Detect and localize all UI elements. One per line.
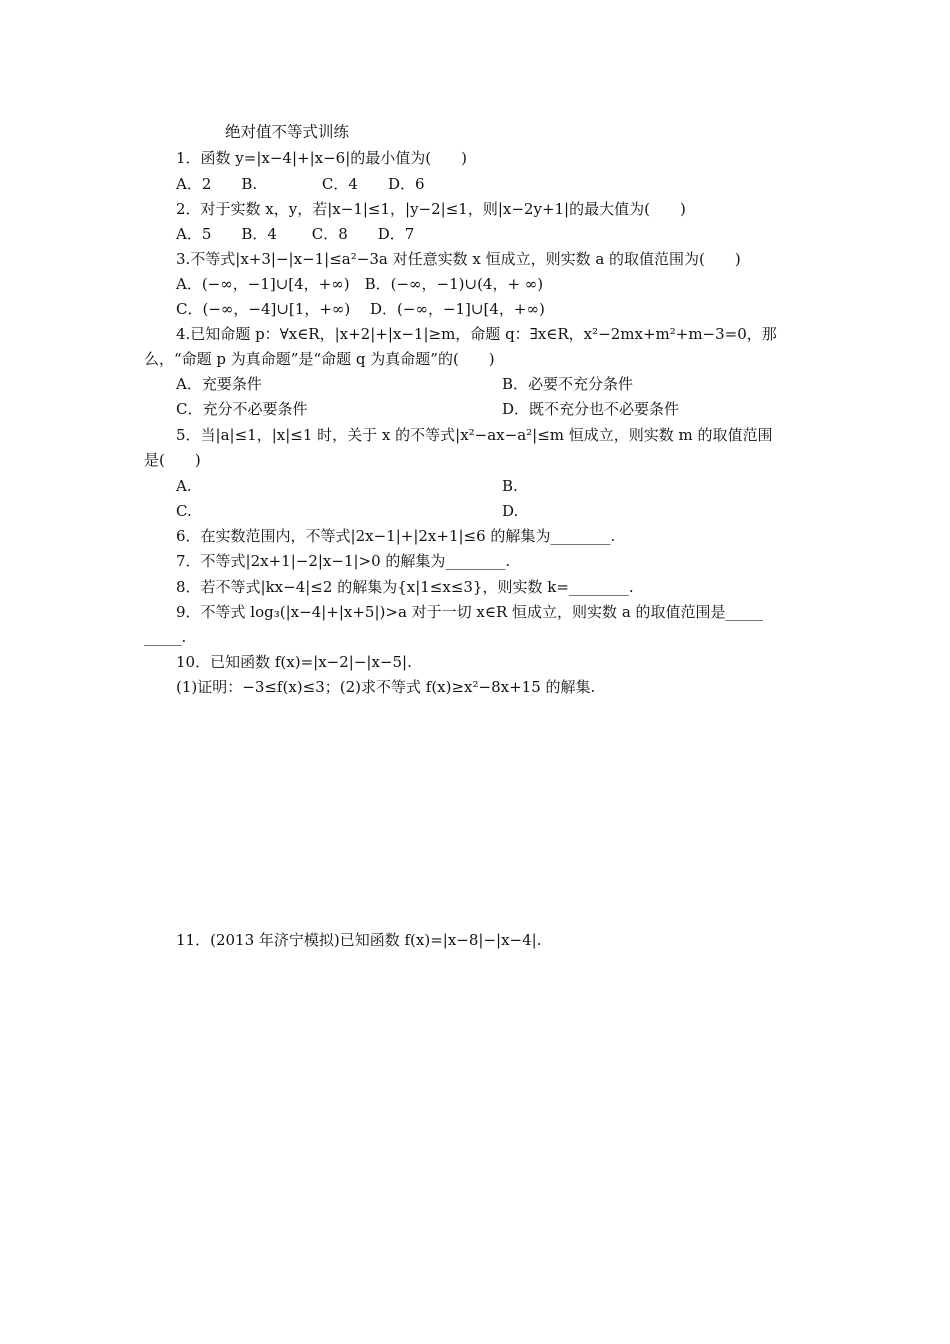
question-9-line-1: 9．不等式 log₃(|x−4|+|x+5|)>a 对于一切 x∈R 恒成立，则实数 a 的取值范围是_____ <box>176 603 764 621</box>
question-10: 10．已知函数 f(x)=|x−2|−|x−5|. <box>176 653 412 671</box>
question-3: 3.不等式|x+3|−|x−1|≤a²−3a 对任意实数 x 恒成立，则实数 a 的取值范围为( ) <box>176 250 741 268</box>
question-5-option-b: B. <box>502 477 518 495</box>
question-2: 2．对于实数 x，y，若|x−1|≤1，|y−2|≤1，则|x−2y+1|的最大值为( ) <box>176 200 686 218</box>
page-title: 绝对值不等式训练 <box>225 123 350 141</box>
question-4-line-1: 4.已知命题 p：∀x∈R，|x+2|+|x−1|≥m，命题 q：∃x∈R，x²−2mx+m²+m−3=0，那 <box>176 325 777 343</box>
question-3-options-ab: A．(−∞，−1]∪[4，+∞) B．(−∞，−1)∪(4，+ ∞) <box>176 275 544 293</box>
question-5-option-d: D. <box>502 502 519 520</box>
question-6: 6．在实数范围内，不等式|2x−1|+|2x+1|≤6 的解集为________. <box>176 527 616 545</box>
question-4-line-2: 么，“命题 p 为真命题”是“命题 q 为真命题”的( ) <box>144 350 495 368</box>
question-5-line-2: 是( ) <box>144 451 201 469</box>
question-2-options: A．5 B．4 C．8 D．7 <box>176 225 415 243</box>
question-5-option-c: C. <box>176 502 192 520</box>
question-11: 11．(2013 年济宁模拟)已知函数 f(x)=|x−8|−|x−4|. <box>176 931 542 949</box>
question-8: 8．若不等式|kx−4|≤2 的解集为{x|1≤x≤3}，则实数 k=________. <box>176 578 634 596</box>
question-4-option-a: A．充要条件 <box>176 375 262 393</box>
question-1: 1．函数 y=|x−4|+|x−6|的最小值为( ) <box>176 149 467 167</box>
question-4-option-d: D．既不充分也不必要条件 <box>502 400 680 418</box>
question-1-options: A．2 B. C．4 D．6 <box>176 175 425 193</box>
question-5-option-a: A. <box>176 477 192 495</box>
question-4-option-c: C．充分不必要条件 <box>176 400 308 418</box>
question-9-line-2: _____. <box>144 628 187 646</box>
question-10-parts: (1)证明：−3≤f(x)≤3；(2)求不等式 f(x)≥x²−8x+15 的解集. <box>176 678 596 696</box>
question-7: 7．不等式|2x+1|−2|x−1|>0 的解集为________. <box>176 552 511 570</box>
question-5-line-1: 5．当|a|≤1，|x|≤1 时，关于 x 的不等式|x²−ax−a²|≤m 恒成立，则实数 m 的取值范围 <box>176 426 773 444</box>
question-4-option-b: B．必要不充分条件 <box>502 375 634 393</box>
question-3-options-cd: C．(−∞，−4]∪[1，+∞) D．(−∞，−1]∪[4，+∞) <box>176 300 545 318</box>
